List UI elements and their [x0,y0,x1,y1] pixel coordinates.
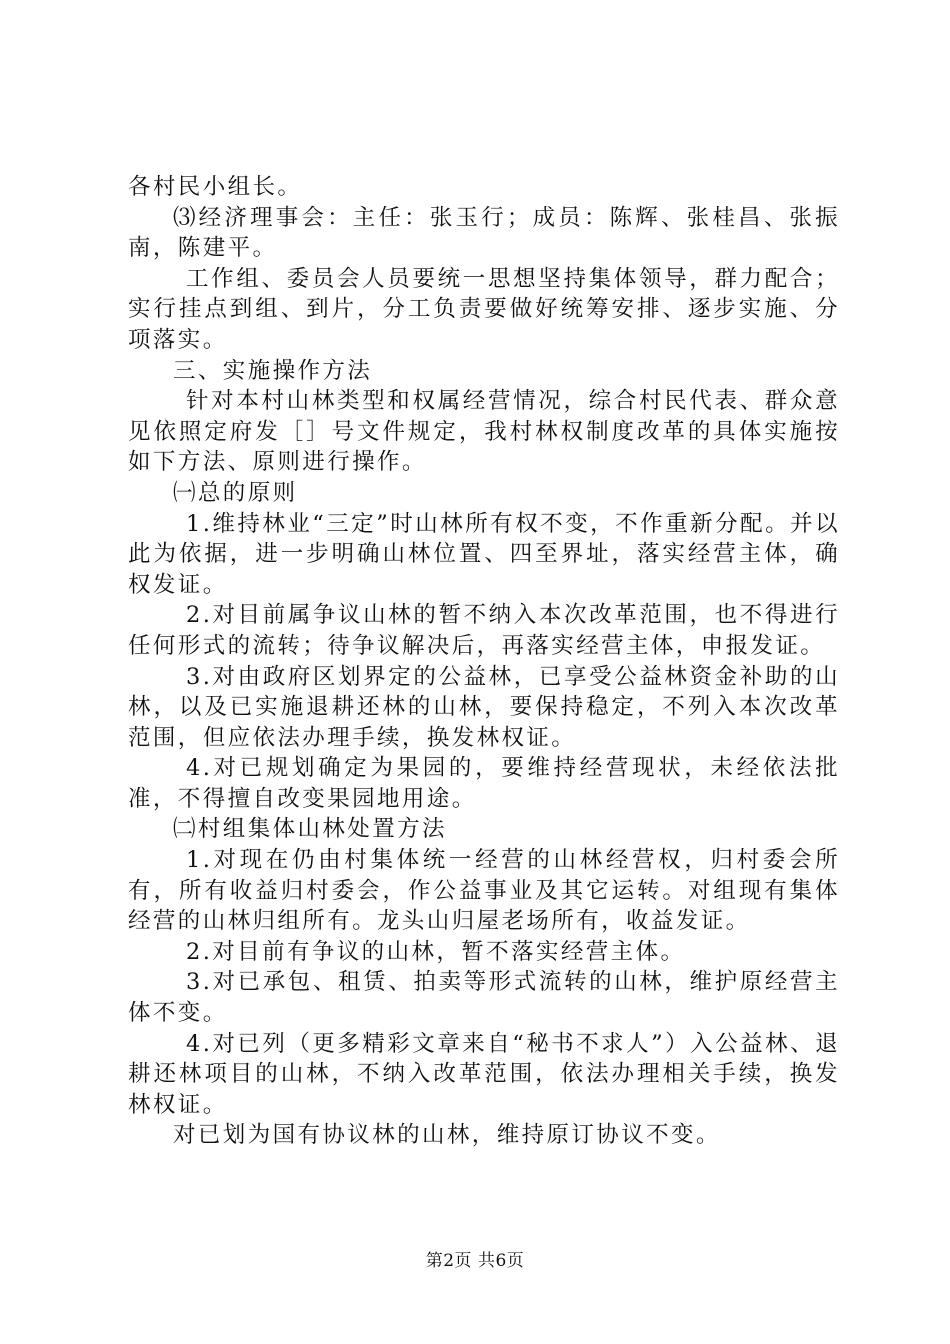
principle-item-2: 2.对目前属争议山林的暂不纳入本次改革范围，也不得进行任何形式的流转；待争议解决后，再落实经营主体，申报发证。 [128,602,840,659]
section-heading-implementation: 三、实施操作方法 [173,357,373,384]
method-item-4: 4.对已列（更多精彩文章来自“秘书不求人”）入公益林、退耕还林项目的山林，不纳入改革范围，依法办理相关手续，换发林权证。 [128,1030,840,1118]
principle-item-1: 1.维持林业“三定”时山林所有权不变，不作重新分配。并以此为依据，进一步明确山林位置、四至界址，落实经营主体，确权发证。 [128,510,840,598]
method-item-1: 1.对现在仍由村集体统一经营的山林经营权，归村委会所有，所有收益归村委会，作公益事业及其它运转。对组现有集体经营的山林归组所有。龙头山归屋老场所有，收益发证。 [128,847,840,935]
paragraph-implementation-intro: 针对本村山林类型和权属经营情况，综合村民代表、群众意见依照定府发［］号文件规定，我村林权制度改革的具体实施按如下方法、原则进行操作。 [128,388,840,476]
paragraph-state-agreement-forest: 对已划为国有协议林的山林，维持原订协议不变。 [173,1122,721,1149]
subheading-general-principles: ㈠总的原则 [173,479,298,506]
method-item-3: 3.对已承包、租赁、拍卖等形式流转的山林，维护原经营主体不变。 [128,969,840,1027]
paragraph-working-group: 工作组、委员会人员要统一思想坚持集体领导，群力配合；实行挂点到组、到片，分工负责要做好统筹安排、逐步实施、分项落实。 [128,265,840,353]
principle-item-3: 3.对由政府区划界定的公益林，已享受公益林资金补助的山林，以及已实施退耕还林的山林，要保持稳定，不列入本次改革范围，但应依法办理手续，换发林权证。 [128,663,840,751]
document-body [128,172,840,1151]
method-item-2: 2.对目前有争议的山林，暂不落实经营主体。 [186,938,686,965]
principle-item-4: 4.对已规划确定为果园的，要维持经营现状，未经依法批准，不得擅自改变果园地用途。 [128,755,840,812]
subheading-collective-forest-methods: ㈡村组集体山林处置方法 [173,816,447,843]
paragraph-economic-council: ⑶经济理事会：主任：张玉行；成员：陈辉、张桂昌、张振南，陈建平。 [128,204,840,262]
paragraph-continuation: 各村民小组长。 [128,174,303,200]
page-footer: 第2页 共6页 [425,1251,525,1271]
